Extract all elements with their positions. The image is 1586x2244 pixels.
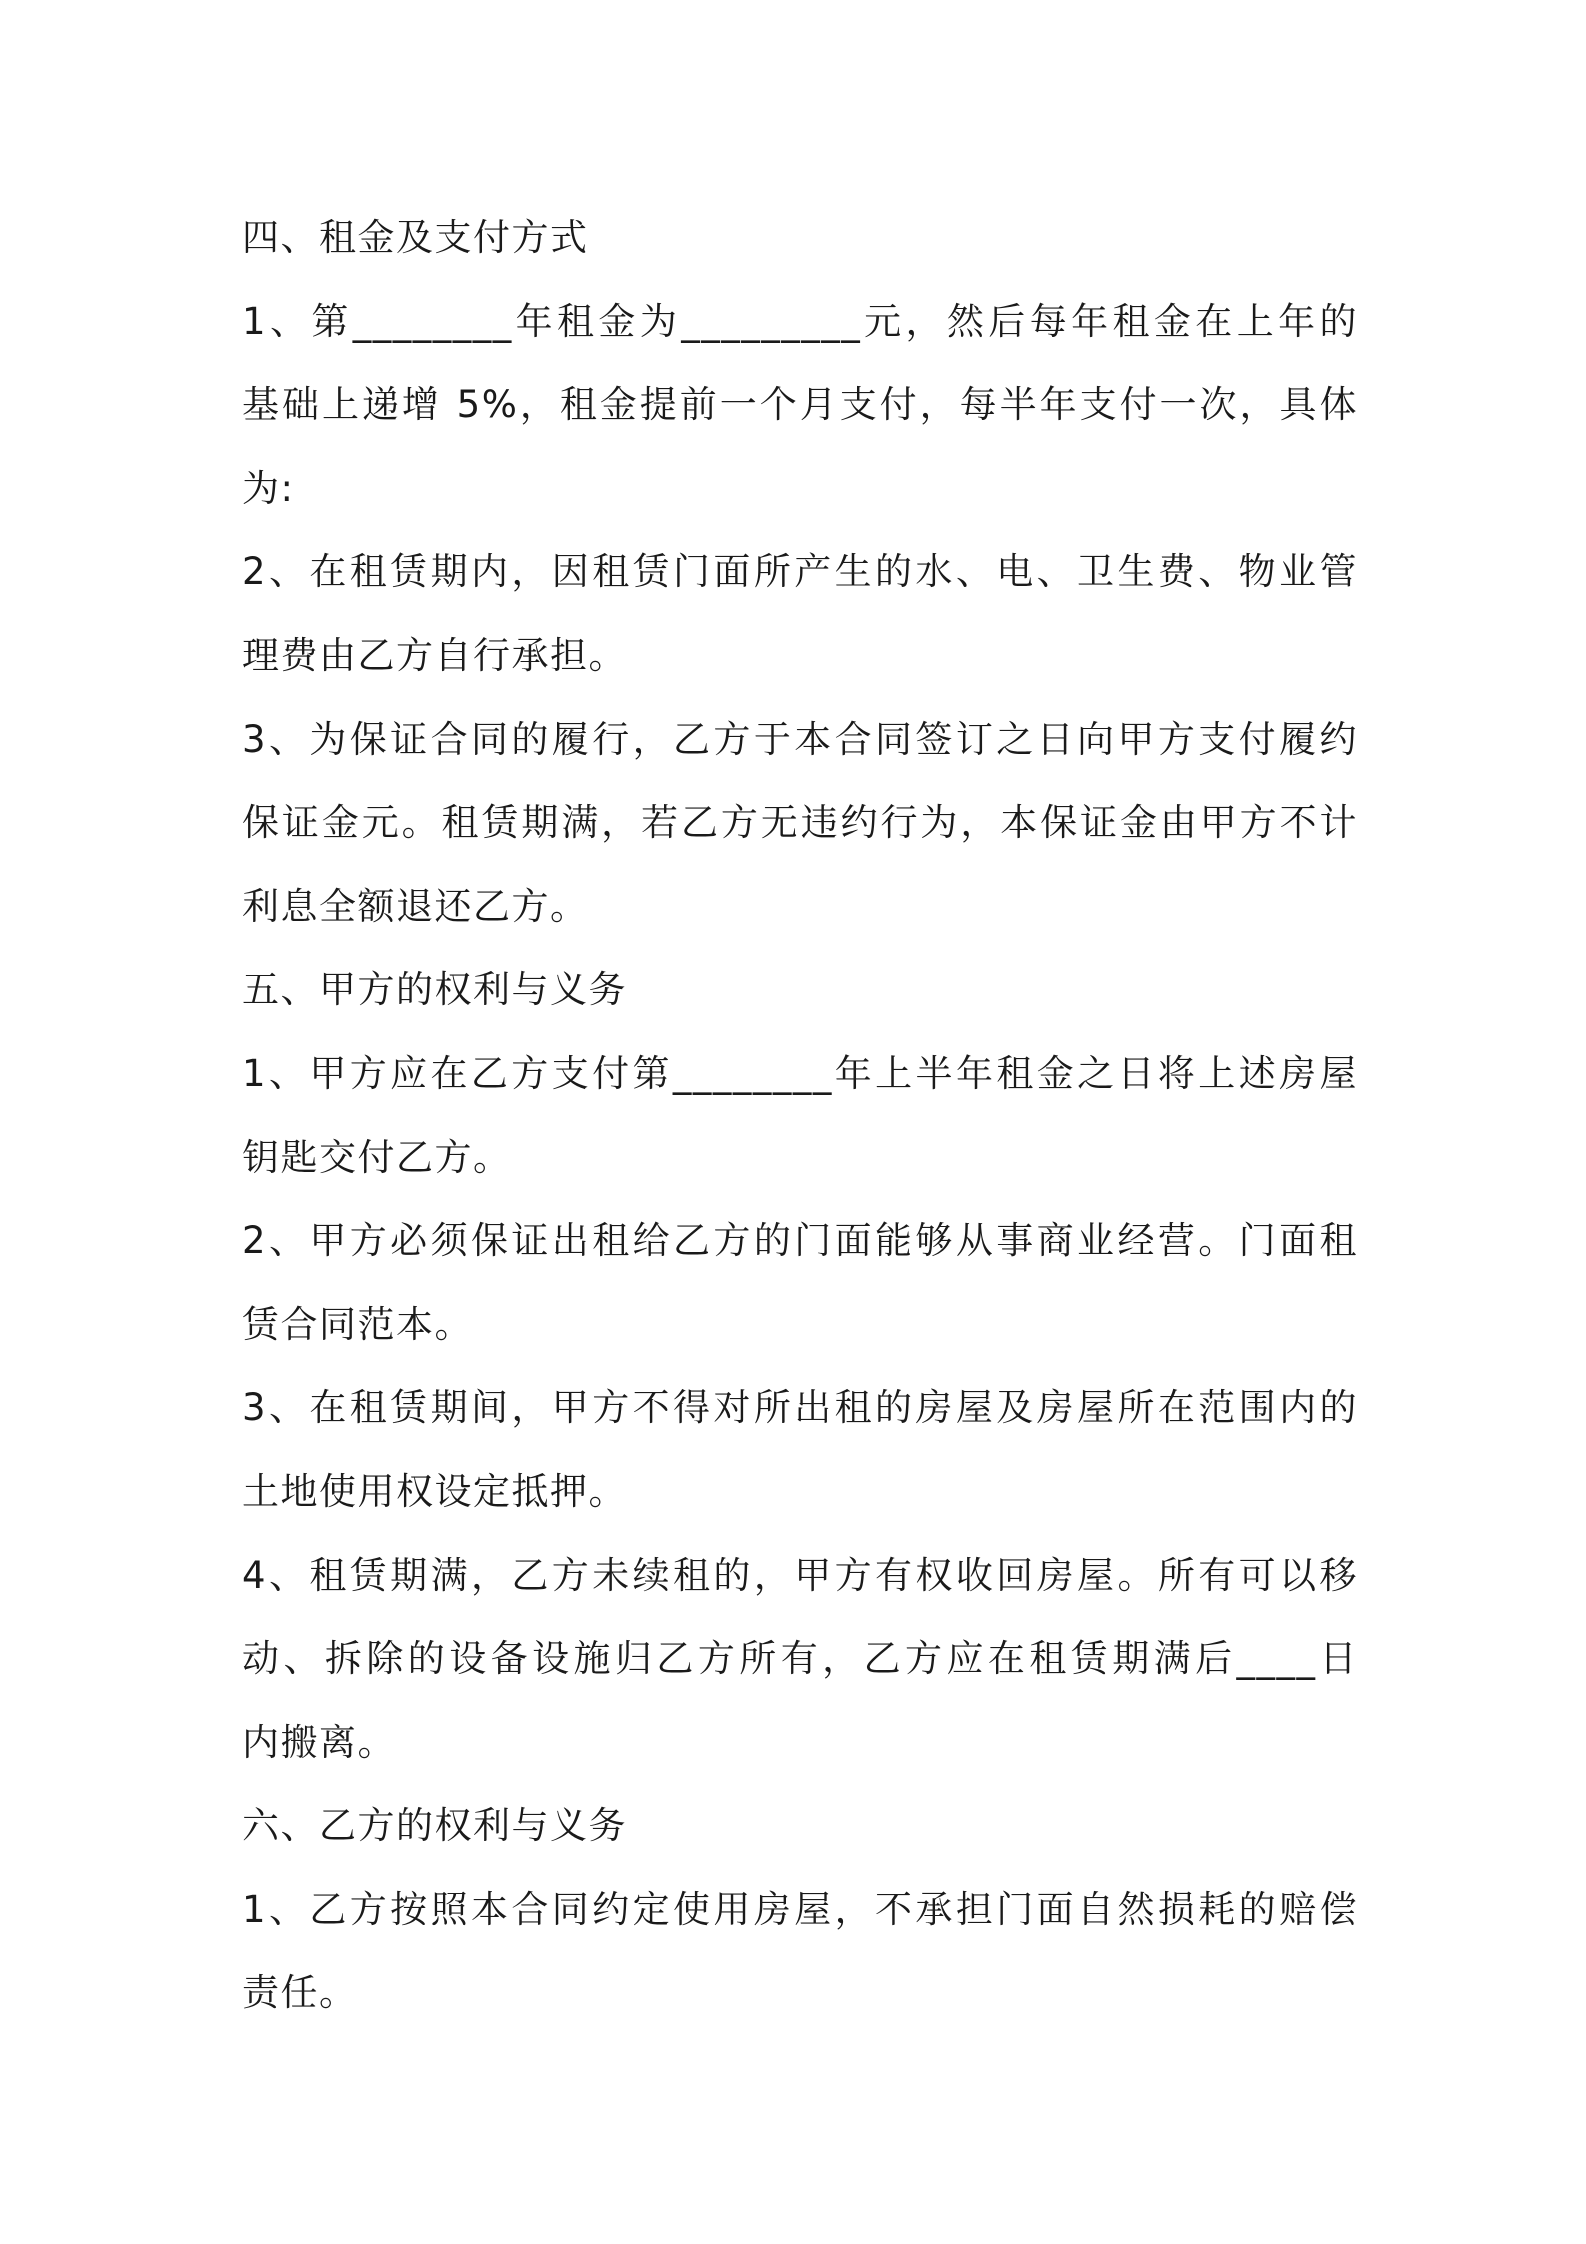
text-line: 1、乙方按照本合同约定使用房屋，不承担门面自然损耗的赔偿 — [242, 1887, 1358, 1931]
text-line: 为: — [242, 466, 295, 510]
text-line: 钥匙交付乙方。 — [242, 1135, 512, 1179]
text-line: 基础上递增 5%，租金提前一个月支付，每半年支付一次，具体 — [242, 383, 1358, 427]
text-line: 内搬离。 — [242, 1720, 396, 1764]
text-line: 责任。 — [242, 1971, 358, 2015]
text-line: 动、拆除的设备设施归乙方所有，乙方应在租赁期满后____日 — [242, 1637, 1358, 1681]
text-line: 3、在租赁期间，甲方不得对所出租的房屋及房屋所在范围内的 — [242, 1386, 1358, 1430]
contract-text-block — [242, 196, 1358, 2035]
section-heading-party-b-rights: 六、乙方的权利与义务 — [242, 1804, 627, 1848]
text-line: 1、甲方应在乙方支付第________年上半年租金之日将上述房屋 — [242, 1051, 1358, 1095]
text-line: 赁合同范本。 — [242, 1302, 473, 1346]
text-line: 4、租赁期满，乙方未续租的，甲方有权收回房屋。所有可以移 — [242, 1553, 1358, 1597]
section-heading-party-a-rights: 五、甲方的权利与义务 — [242, 968, 627, 1012]
text-line: 保证金元。租赁期满，若乙方无违约行为，本保证金由甲方不计 — [242, 801, 1358, 845]
text-line: 2、在租赁期内，因租赁门面所产生的水、电、卫生费、物业管 — [242, 550, 1358, 594]
text-line: 利息全额退还乙方。 — [242, 884, 589, 928]
text-line: 3、为保证合同的履行，乙方于本合同签订之日向甲方支付履约 — [242, 717, 1358, 761]
text-line: 土地使用权设定抵押。 — [242, 1469, 627, 1513]
text-line: 1、第________年租金为_________元，然后每年租金在上年的 — [242, 299, 1358, 343]
text-line: 2、甲方必须保证出租给乙方的门面能够从事商业经营。门面租 — [242, 1219, 1358, 1263]
text-line: 理费由乙方自行承担。 — [242, 633, 627, 677]
section-heading-rent-payment: 四、租金及支付方式 — [242, 216, 589, 259]
